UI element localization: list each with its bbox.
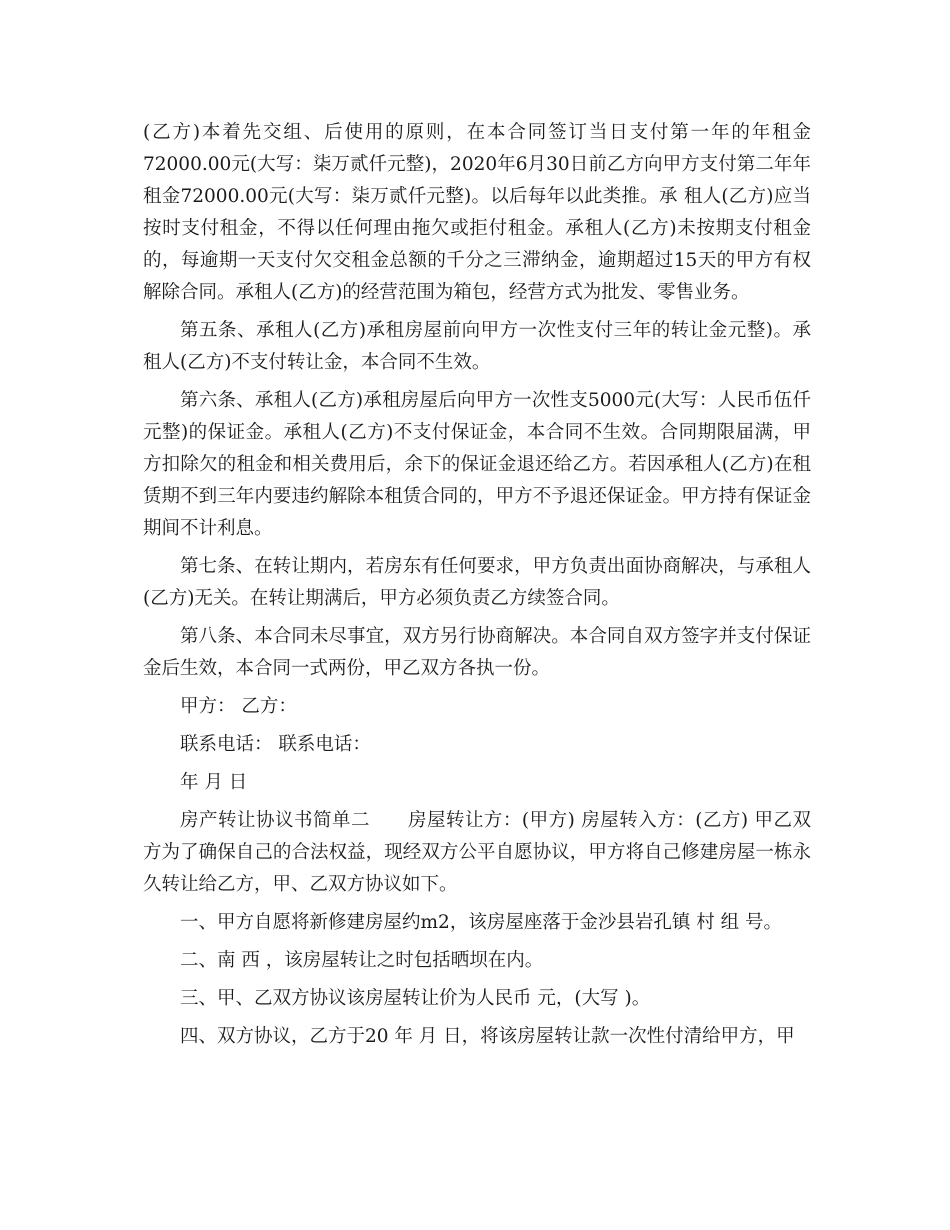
paragraph-rent-payment: (乙方)本着先交组、后使用的原则，在本合同签订当日支付第一年的年租金72000.00元(大写：柒万贰仟元整)，2020年6月30日前乙方向甲方支付第二年年租金72000.00元(大写：柒万贰仟元整)。以后每年以此类推。承 租人(乙方)应当按时支付租金，不得以任何理由拖欠或拒付租金。承租人(乙方)未按期支付租金的，每逾期一天支付欠交租金总额的千分之三滞纳金，逾期超过15天的甲方有权解除合同。承租人(乙方)的经营范围为箱包，经营方式为批发、零售业务。 <box>143 122 811 303</box>
paragraph-item-2: 二、南 西 ，该房屋转让之时包括晒坝在内。 <box>180 950 544 971</box>
paragraph-article-5: 第五条、承租人(乙方)承租房屋前向甲方一次性支付三年的转让金元整)。承租人(乙方)不支付转让金，本合同不生效。 <box>143 320 811 373</box>
paragraph-article-6: 第六条、承租人(乙方)承租房屋后向甲方一次性支5000元(大写：人民币伍仟元整)的保证金。承租人(乙方)不支付保证金，本合同不生效。合同期限届满，甲方扣除欠的租金和相关费用后，余下的保证金退还给乙方。若因承租人(乙方)在租赁期不到三年内要违约解除本租赁合同的，甲方不予退还保证金。甲方持有保证金期间不计利息。 <box>143 390 811 539</box>
paragraph-item-4: 四、双方协议，乙方于20 年 月 日，将该房屋转让款一次性付清给甲方，甲 <box>180 1026 795 1047</box>
paragraph-item-3: 三、甲、乙双方协议该房屋转让价为人民币 元，(大写 )。 <box>180 988 651 1009</box>
signature-parties: 甲方： 乙方： <box>180 696 297 717</box>
signature-date: 年 月 日 <box>180 772 248 793</box>
signature-phones: 联系电话： 联系电话： <box>180 734 371 755</box>
paragraph-article-7: 第七条、在转让期内，若房东有任何要求，甲方负责出面协商解决，与承租人(乙方)无关。在转让期满后，甲方必须负责乙方续签合同。 <box>143 556 811 609</box>
paragraph-agreement-two-intro: 房产转让协议书简单二 房屋转让方：(甲方) 房屋转入方：(乙方) 甲乙双方为了确保自己的合法权益，现经双方公平自愿协议，甲方将自己修建房屋一栋永久转让给乙方，甲、乙双方协议如下。 <box>143 810 811 895</box>
document-body <box>143 117 811 1059</box>
paragraph-item-1: 一、甲方自愿将新修建房屋约m2，该房屋座落于金沙县岩孔镇 村 组 号。 <box>180 912 782 933</box>
paragraph-article-8: 第八条、本合同未尽事宜，双方另行协商解决。本合同自双方签字并支付保证金后生效，本合同一式两份，甲乙双方各执一份。 <box>143 626 811 679</box>
